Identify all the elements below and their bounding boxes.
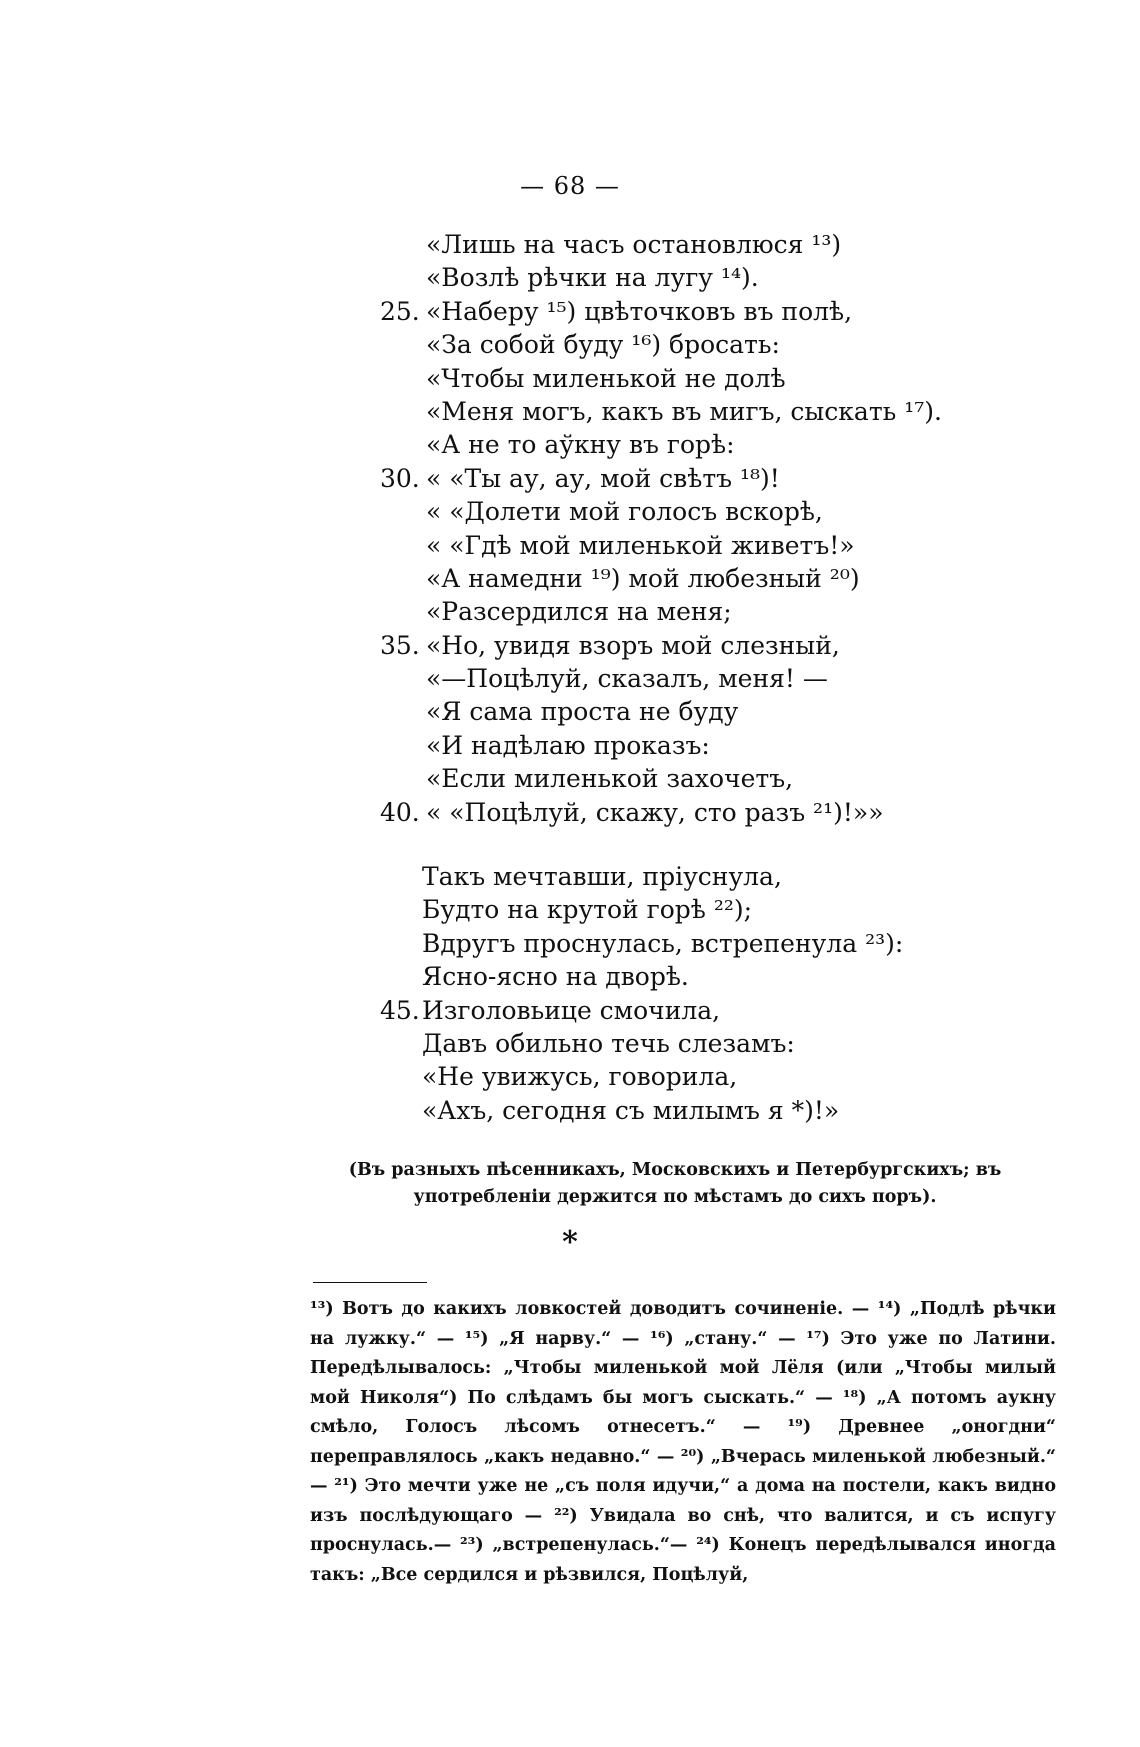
verse-text: «Не увижусь, говорила, [422, 1062, 738, 1092]
verse-line [0, 395, 1140, 428]
verse-line [0, 362, 1140, 395]
verse-line [0, 994, 1140, 1027]
verse-text: Изголовьице смочила, [422, 995, 721, 1025]
verse-text: «Меня могъ, какъ въ мигъ, сыскать ¹⁷). [426, 396, 942, 426]
verse-text: « «Ты ау, ау, мой свѣтъ ¹⁸)! [426, 463, 780, 493]
verse-line [0, 595, 1140, 628]
verse-line [0, 562, 1140, 595]
separator-asterisk: * [562, 1225, 578, 1260]
verse-text: «Лишь на часъ остановлюся ¹³) [426, 230, 842, 259]
verse-text: Давъ обильно течь слезамъ: [422, 1028, 795, 1058]
verse-line [0, 662, 1140, 695]
verse-line [0, 893, 1140, 926]
footnotes-text: ¹³) Вотъ до какихъ ловкостей доводитъ сочиненіе. — ¹⁴) „Подлѣ рѣчки на лужку.“ — ¹⁵) „Я нарву.“ — ¹⁶) „стану.“ — ¹⁷) Это уже по Латини. Передѣлывалось: „Чтобы миленькой мой Лёля (или „Чтобы милый мой Николя“) По слѣдамъ бы могъ сыскать.“ — ¹⁸) „А потомъ аукну смѣло, Голосъ лѣсомъ отнесетъ.“ — ¹⁹) Древнее „оногдни“ переправлялось „какъ недавно.“ — ²⁰) „Вчерась миленькой любезный.“ — ²¹) Это мечти уже не „съ поля идучи,“ а дома на постели, какъ видно изъ послѣдующаго — ²²) Увидала во снѣ, что валится, и съ испугу проснулась.— ²³) „встрепенулась.“— ²⁴) Конецъ передѣлывался иногда такъ: „Все сердился и рѣзвился, Поцѣлуй, [310, 1299, 1056, 1585]
verse-text: Будто на крутой горѣ ²²); [422, 895, 753, 925]
page-number: — 68 — [520, 172, 620, 200]
verse-text: «Если миленькой захочетъ, [426, 764, 794, 794]
verse-text: Вдругъ проснулась, встрепенула ²³): [422, 928, 904, 958]
verse-text: «И надѣлаю проказъ: [426, 730, 710, 760]
verse-text: «Я сама проста не буду [426, 697, 739, 727]
verse-text: «Но, увидя взоръ мой слезный, [426, 630, 840, 660]
verse-text: Ясно-ясно на дворѣ. [422, 962, 689, 992]
verse-line [0, 1094, 1140, 1127]
verse-line [0, 228, 1140, 261]
verse-text: « «Долети мой голосъ вскорѣ, [426, 497, 823, 527]
line-number: 45. [380, 995, 420, 1025]
verse-text: «Разсердился на меня; [426, 597, 732, 627]
verse-line [0, 695, 1140, 728]
verse-line [0, 328, 1140, 361]
verse-text: «А намедни ¹⁹) мой любезный ²⁰) [426, 563, 860, 593]
verse-line [0, 860, 1140, 893]
line-number: 30. [380, 463, 420, 493]
verse-line [0, 1027, 1140, 1060]
verse-line [0, 428, 1140, 461]
verse-block [0, 228, 1140, 829]
verse-line [0, 1060, 1140, 1093]
verse-text: « «Гдѣ мой миленькой живетъ!» [426, 530, 855, 560]
verse-line [0, 629, 1140, 662]
footnote-divider [313, 1282, 427, 1283]
verse-text: «За собой буду ¹⁶) бросать: [426, 330, 780, 360]
verse-line [0, 495, 1140, 528]
verse-text: «А не то аўкну въ горѣ: [426, 430, 735, 460]
verse-text: « «Поцѣлуй, скажу, сто разъ ²¹)!»» [426, 797, 884, 827]
verse-line [0, 960, 1140, 993]
footnotes [310, 1295, 1056, 1590]
verse-line [0, 529, 1140, 562]
verse-text: «Наберу ¹⁵) цвѣточковъ въ полѣ, [426, 296, 853, 326]
verse-text: «—Поцѣлуй, сказалъ, меня! — [426, 664, 828, 694]
line-number: 25. [380, 296, 420, 326]
verse-line [0, 295, 1140, 328]
verse-line [0, 762, 1140, 795]
verse-line [0, 927, 1140, 960]
verse-line [0, 462, 1140, 495]
source-note: (Въ разныхъ пѣсенникахъ, Московскихъ и Петербургскихъ; въ употребленіи держится по мѣстамъ до сихъ поръ). [348, 1160, 1002, 1207]
verse-text: Такъ мечтавши, пріуснула, [422, 862, 782, 891]
verse-stanza-2 [0, 860, 1140, 1127]
verse-text: «Возлѣ рѣчки на лугу ¹⁴). [426, 263, 759, 293]
verse-line [0, 729, 1140, 762]
verse-line [0, 796, 1140, 829]
verse-line [0, 261, 1140, 294]
verse-text: «Ахъ, сегодня съ милымъ я *)!» [422, 1095, 840, 1125]
line-number: 35. [380, 630, 420, 660]
verse-text: «Чтобы миленькой не долѣ [426, 363, 786, 393]
line-number: 40. [380, 797, 420, 827]
